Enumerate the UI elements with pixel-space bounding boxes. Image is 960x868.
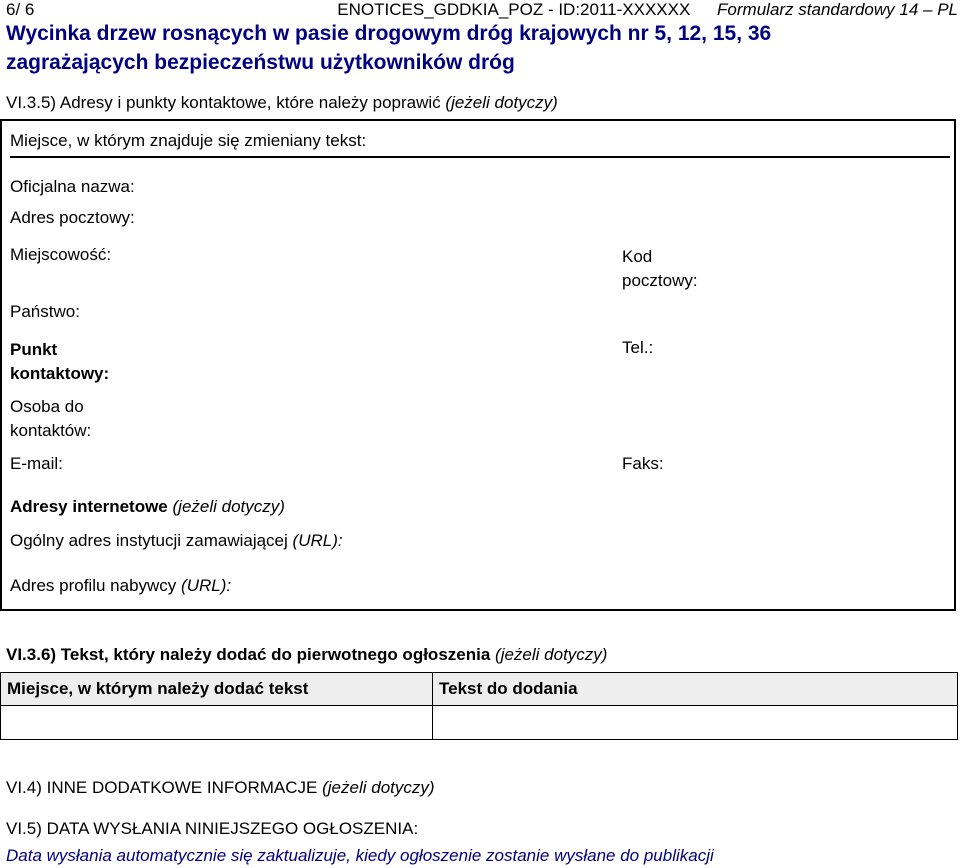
section-vi36-heading (6, 645, 607, 665)
section-vi35-note: (jeżeli dotyczy) (445, 93, 558, 112)
notice-title-line1: Wycinka drzew rosnących w pasie drogowym dróg krajowych nr 5, 12, 15, 36 (6, 22, 772, 45)
page-number: 6/ 6 (6, 0, 35, 19)
section-vi4-note: (jeżeli dotyczy) (322, 778, 435, 797)
table-cell-place (1, 706, 433, 740)
section-vi5-heading: VI.5) DATA WYSŁANIA NINIEJSZEGO OGŁOSZENIA: (6, 819, 419, 838)
fax-label: Faks: (622, 454, 664, 473)
internet-addresses-label: Adresy internetowe (10, 497, 168, 516)
buyer-profile-label: Adres profilu nabywcy (10, 576, 177, 595)
country-label: Państwo: (10, 302, 80, 321)
table-cell-text (433, 706, 958, 740)
contact-point-label: Punkt kontaktowy: (10, 340, 110, 383)
tel-label: Tel.: (622, 338, 654, 357)
place-label: Miejsce, w którym znajduje się zmieniany tekst: (10, 131, 367, 150)
buyer-profile-row (10, 576, 231, 596)
general-url-row (10, 531, 343, 551)
added-text-table (0, 672, 958, 740)
buyer-profile-note: (URL): (181, 576, 232, 595)
internet-addresses-heading (10, 497, 285, 517)
section-vi35-title: VI.3.5) Adresy i punkty kontaktowe, które należy poprawić (6, 93, 441, 112)
general-url-label: Ogólny adres instytucji zamawiającej (10, 531, 288, 550)
table-header-row (1, 673, 958, 706)
postal-code-label: Kod pocztowy: (622, 247, 698, 290)
send-date-note: Data wysłania automatycznie się zaktualizuje, kiedy ogłoszenie zostanie wysłane do publikacji (6, 846, 714, 865)
document-header (337, 0, 958, 20)
official-name-label: Oficjalna nazwa: (10, 177, 135, 196)
city-label: Miejscowość: (10, 245, 112, 264)
notice-id: ENOTICES_GDDKIA_POZ - ID:2011-XXXXXX (337, 0, 691, 19)
col-place-header: Miejsce, w którym należy dodać tekst (1, 673, 433, 706)
section-vi36-note: (jeżeli dotyczy) (495, 645, 608, 664)
section-vi4-title: VI.4) INNE DODATKOWE INFORMACJE (6, 778, 318, 797)
col-text-header: Tekst do dodania (433, 673, 958, 706)
section-vi4-heading (6, 778, 435, 798)
form-name: Formularz standardowy 14 – PL (717, 0, 958, 19)
notice-title-line2: zagrażających bezpieczeństwu użytkowników dróg (6, 51, 515, 74)
general-url-note: (URL): (292, 531, 343, 550)
postal-address-label: Adres pocztowy: (10, 208, 135, 227)
section-vi36-title: VI.3.6) Tekst, który należy dodać do pierwotnego ogłoszenia (6, 645, 491, 664)
email-label: E-mail: (10, 454, 63, 473)
internet-addresses-note: (jeżeli dotyczy) (172, 497, 285, 516)
contact-person-label: Osoba do kontaktów: (10, 397, 92, 440)
section-vi35-heading (6, 93, 558, 113)
place-divider (10, 156, 950, 158)
table-row (1, 706, 958, 740)
